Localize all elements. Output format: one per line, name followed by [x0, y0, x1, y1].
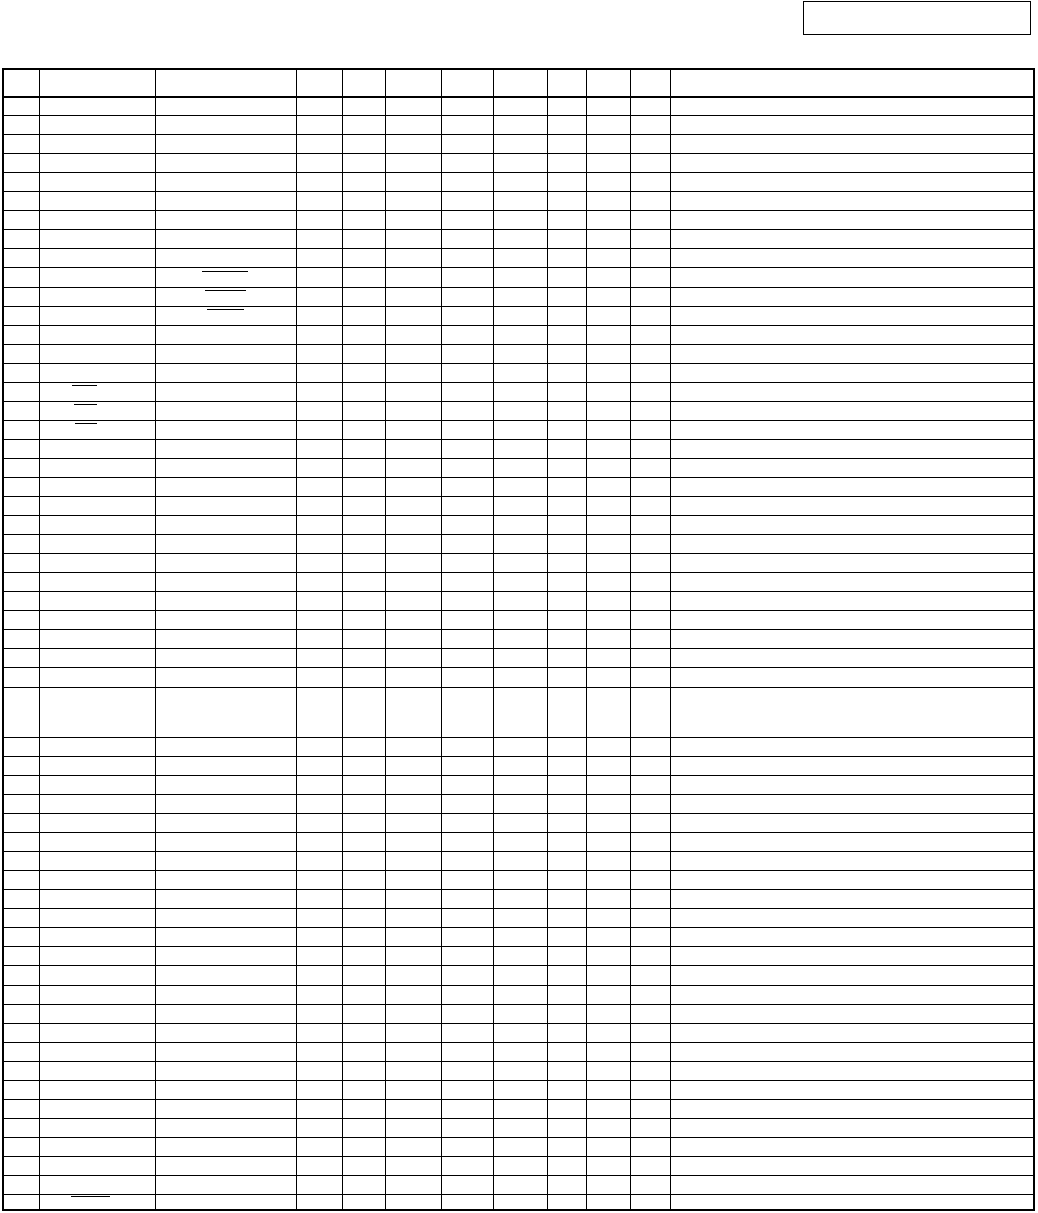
active-low-overbar [72, 385, 97, 386]
table-row-divider [4, 172, 1033, 173]
table-row-divider [4, 534, 1033, 535]
column-divider [155, 70, 156, 1209]
table-row-divider [4, 1099, 1033, 1100]
table-row-divider [4, 648, 1033, 649]
column-divider [385, 70, 386, 1209]
table-row-divider [4, 572, 1033, 573]
table-row-divider [4, 210, 1033, 211]
table-row-divider [4, 591, 1033, 592]
table-row-divider [4, 458, 1033, 459]
table-row-divider [4, 1023, 1033, 1024]
table-row-divider [4, 401, 1033, 402]
table-row-divider [4, 191, 1033, 192]
column-divider [441, 70, 442, 1209]
table-row-divider [4, 794, 1033, 795]
table-row-divider [4, 1061, 1033, 1062]
table-row-divider [4, 306, 1033, 307]
table-row-divider [4, 610, 1033, 611]
table-row-divider [4, 775, 1033, 776]
table-row-divider [4, 985, 1033, 986]
table-row-divider [4, 325, 1033, 326]
column-divider [630, 70, 631, 1209]
table-row-divider [4, 229, 1033, 230]
table-row-divider [4, 832, 1033, 833]
column-divider [670, 70, 671, 1209]
column-divider [39, 70, 40, 1209]
table-row-divider [4, 1080, 1033, 1081]
table-row-divider [4, 927, 1033, 928]
active-low-overbar [75, 423, 97, 424]
table-row-divider [4, 496, 1033, 497]
table-row-divider [4, 439, 1033, 440]
table-row-divider [4, 1137, 1033, 1138]
table-row-divider [4, 870, 1033, 871]
table-row-divider [4, 737, 1033, 738]
table-row-divider [4, 553, 1033, 554]
table-row-divider [4, 851, 1033, 852]
active-low-overbar [202, 271, 248, 272]
table-row-divider [4, 1004, 1033, 1005]
active-low-overbar [71, 1196, 110, 1197]
table-row-divider [4, 813, 1033, 814]
table-row-divider [4, 515, 1033, 516]
table-row-divider [4, 134, 1033, 135]
table-row-divider [4, 1042, 1033, 1043]
table-row-divider [4, 363, 1033, 364]
table-row-divider [4, 965, 1033, 966]
active-low-overbar [205, 290, 246, 291]
column-divider [493, 70, 494, 1209]
table-row-divider [4, 1156, 1033, 1157]
table-row-divider [4, 687, 1033, 688]
table-row-divider [4, 756, 1033, 757]
table-row-divider [4, 420, 1033, 421]
table-row-divider [4, 248, 1033, 249]
table-row-divider [4, 1175, 1033, 1176]
table-row-divider [4, 115, 1033, 116]
column-divider [547, 70, 548, 1209]
table-row-divider [4, 287, 1033, 288]
table-row-divider [4, 629, 1033, 630]
table-row-divider [4, 382, 1033, 383]
document-title-box [803, 1, 1031, 35]
table-row-divider [4, 667, 1033, 668]
table-row-divider [4, 153, 1033, 154]
table-row-divider [4, 96, 1033, 98]
active-low-overbar [74, 404, 97, 405]
table-row-divider [4, 908, 1033, 909]
pin-table [2, 68, 1035, 1211]
table-row-divider [4, 946, 1033, 947]
table-row-divider [4, 344, 1033, 345]
active-low-overbar [207, 309, 244, 310]
column-divider [296, 70, 297, 1209]
table-row-divider [4, 1194, 1033, 1195]
table-row-divider [4, 889, 1033, 890]
table-row-divider [4, 1118, 1033, 1119]
table-row-divider [4, 477, 1033, 478]
column-divider [586, 70, 587, 1209]
column-divider [342, 70, 343, 1209]
table-row-divider [4, 267, 1033, 268]
